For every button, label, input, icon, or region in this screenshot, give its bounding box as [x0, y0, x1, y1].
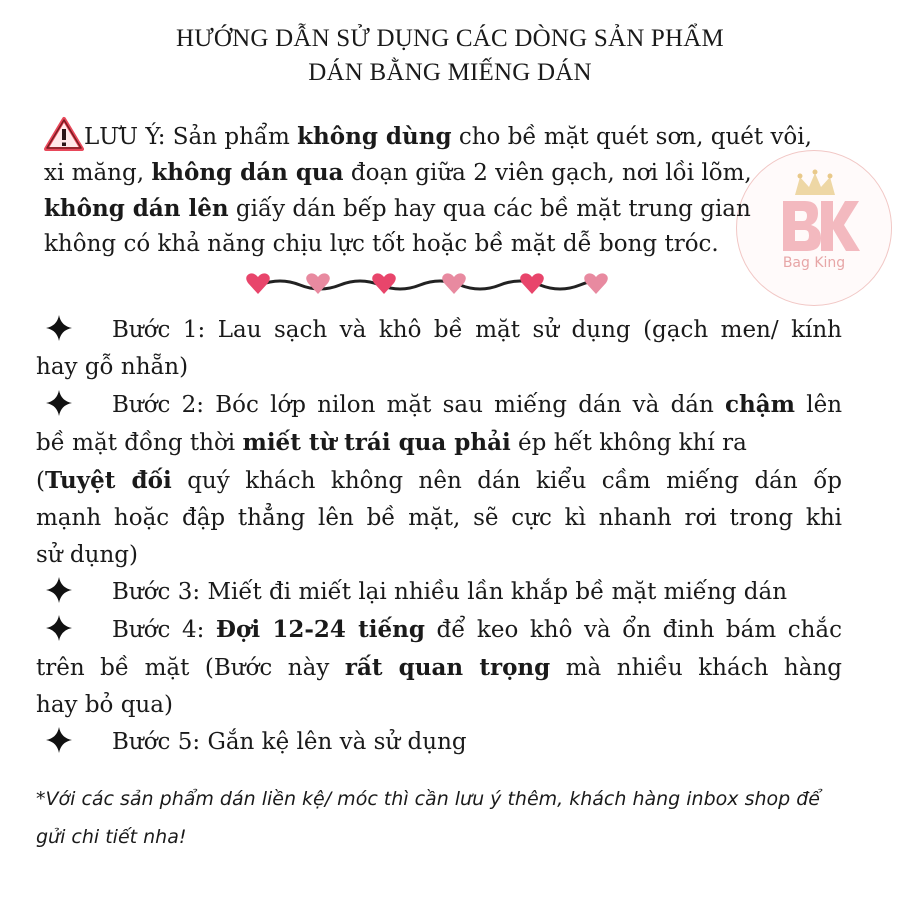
step-1-text: Bước 1: Lau sạch và khô bề mặt sử dụng (gạch men/ kính	[112, 317, 842, 343]
four-point-star-icon	[46, 615, 72, 641]
step-5-text: Bước 5: Gắn kệ lên và sử dụng	[112, 729, 467, 755]
step-2-l2-a: bề mặt đồng thời	[36, 430, 243, 456]
note-line-1	[44, 116, 824, 155]
warning-triangle-icon	[44, 116, 84, 152]
step-2-line-5: sử dụng)	[36, 542, 138, 568]
step-2-l3-c: quý khách không nên dán kiểu cầm miếng dán ốp	[171, 468, 843, 494]
step-4-bold-doi: Đợi 12-24 tiếng	[215, 616, 425, 643]
step-1-line-1	[36, 312, 842, 349]
note-bold-khong-dan-len: không dán lên	[44, 195, 229, 222]
step-3-text: Bước 3: Miết đi miết lại nhiều lần khắp bề mặt miếng dán	[112, 579, 788, 605]
step-4-bold-rat-quan-trong: rất quan trọng	[344, 654, 551, 681]
steps-list	[36, 312, 842, 761]
title-line-1: HƯỚNG DẪN SỬ DỤNG CÁC DÒNG SẢN PHẨM	[176, 25, 724, 52]
note-text-1a: LƯU Ý: Sản phẩm	[84, 124, 298, 150]
step-5-line-1	[36, 724, 842, 761]
heart-icon	[584, 273, 608, 294]
note-line-3	[44, 191, 824, 227]
step-2-l3-a: (	[36, 468, 45, 494]
step-2-l2-c: ép hết không khí ra	[510, 430, 747, 456]
note-line-4: không có khả năng chịu lực tốt hoặc bề mặt dễ bong tróc.	[44, 231, 719, 257]
step-2-line-3	[36, 462, 842, 500]
heart-icon	[442, 273, 466, 294]
step-3-line-1	[36, 574, 842, 611]
step-2-bold-miet: miết từ trái qua phải	[242, 429, 511, 456]
step-2-bold-cham: chậm	[725, 391, 796, 418]
step-4-l2-a: trên bề mặt (Bước này	[36, 655, 345, 681]
hearts-wave-divider	[244, 268, 609, 300]
four-point-star-icon	[46, 727, 72, 753]
heart-icon	[306, 273, 330, 294]
step-2-text-c: lên	[795, 392, 843, 418]
heart-icon	[372, 273, 396, 294]
footnote-line-2: gửi chi tiết nha!	[36, 826, 187, 848]
step-2-bold-tuyet-doi: Tuyệt đối	[44, 467, 172, 494]
heart-icon	[520, 273, 544, 294]
note-bold-khong-dung: không dùng	[297, 123, 452, 150]
step-1-line-2: hay gỗ nhẵn)	[36, 354, 189, 380]
note-line-2	[44, 155, 824, 191]
step-4-line-1	[36, 611, 842, 649]
four-point-star-icon	[46, 390, 72, 416]
four-point-star-icon	[46, 577, 72, 603]
step-4-line-3: hay bỏ qua)	[36, 692, 173, 718]
page-title	[0, 22, 900, 90]
step-4-l2-c: mà nhiều khách hàng	[550, 655, 842, 681]
step-2-line-2	[36, 424, 842, 462]
note-bold-khong-dan-qua: không dán qua	[151, 159, 344, 186]
step-2-text-a: Bước 2: Bóc lớp nilon mặt sau miếng dán và dán	[112, 392, 726, 418]
note-text-2a: xi măng,	[44, 160, 152, 186]
step-4-line-2	[36, 649, 842, 687]
note-text-3b: giấy dán bếp hay qua các bề mặt trung gian	[228, 196, 751, 222]
step-2-line-1	[36, 386, 842, 424]
note-text-1c: cho bề mặt quét sơn, quét vôi,	[451, 124, 812, 150]
logo-brand-text: Bag King	[782, 255, 846, 271]
warning-note	[44, 116, 824, 262]
title-line-2: DÁN BẰNG MIẾNG DÁN	[308, 59, 592, 86]
footnote	[36, 780, 866, 856]
step-4-text-a: Bước 4:	[112, 617, 216, 643]
four-point-star-icon	[46, 315, 72, 341]
note-text-2c: đoạn giữa 2 viên gạch, nơi lồi lõm,	[343, 160, 752, 186]
heart-icon	[246, 273, 270, 294]
step-4-text-c: để keo khô và ổn đinh bám chắc	[424, 617, 843, 643]
step-2-line-4: mạnh hoặc đập thẳng lên bề mặt, sẽ cực kì nhanh rơi trong khi	[36, 505, 842, 531]
footnote-line-1: *Với các sản phẩm dán liền kệ/ móc thì cần lưu ý thêm, khách hàng inbox shop để	[36, 788, 820, 810]
